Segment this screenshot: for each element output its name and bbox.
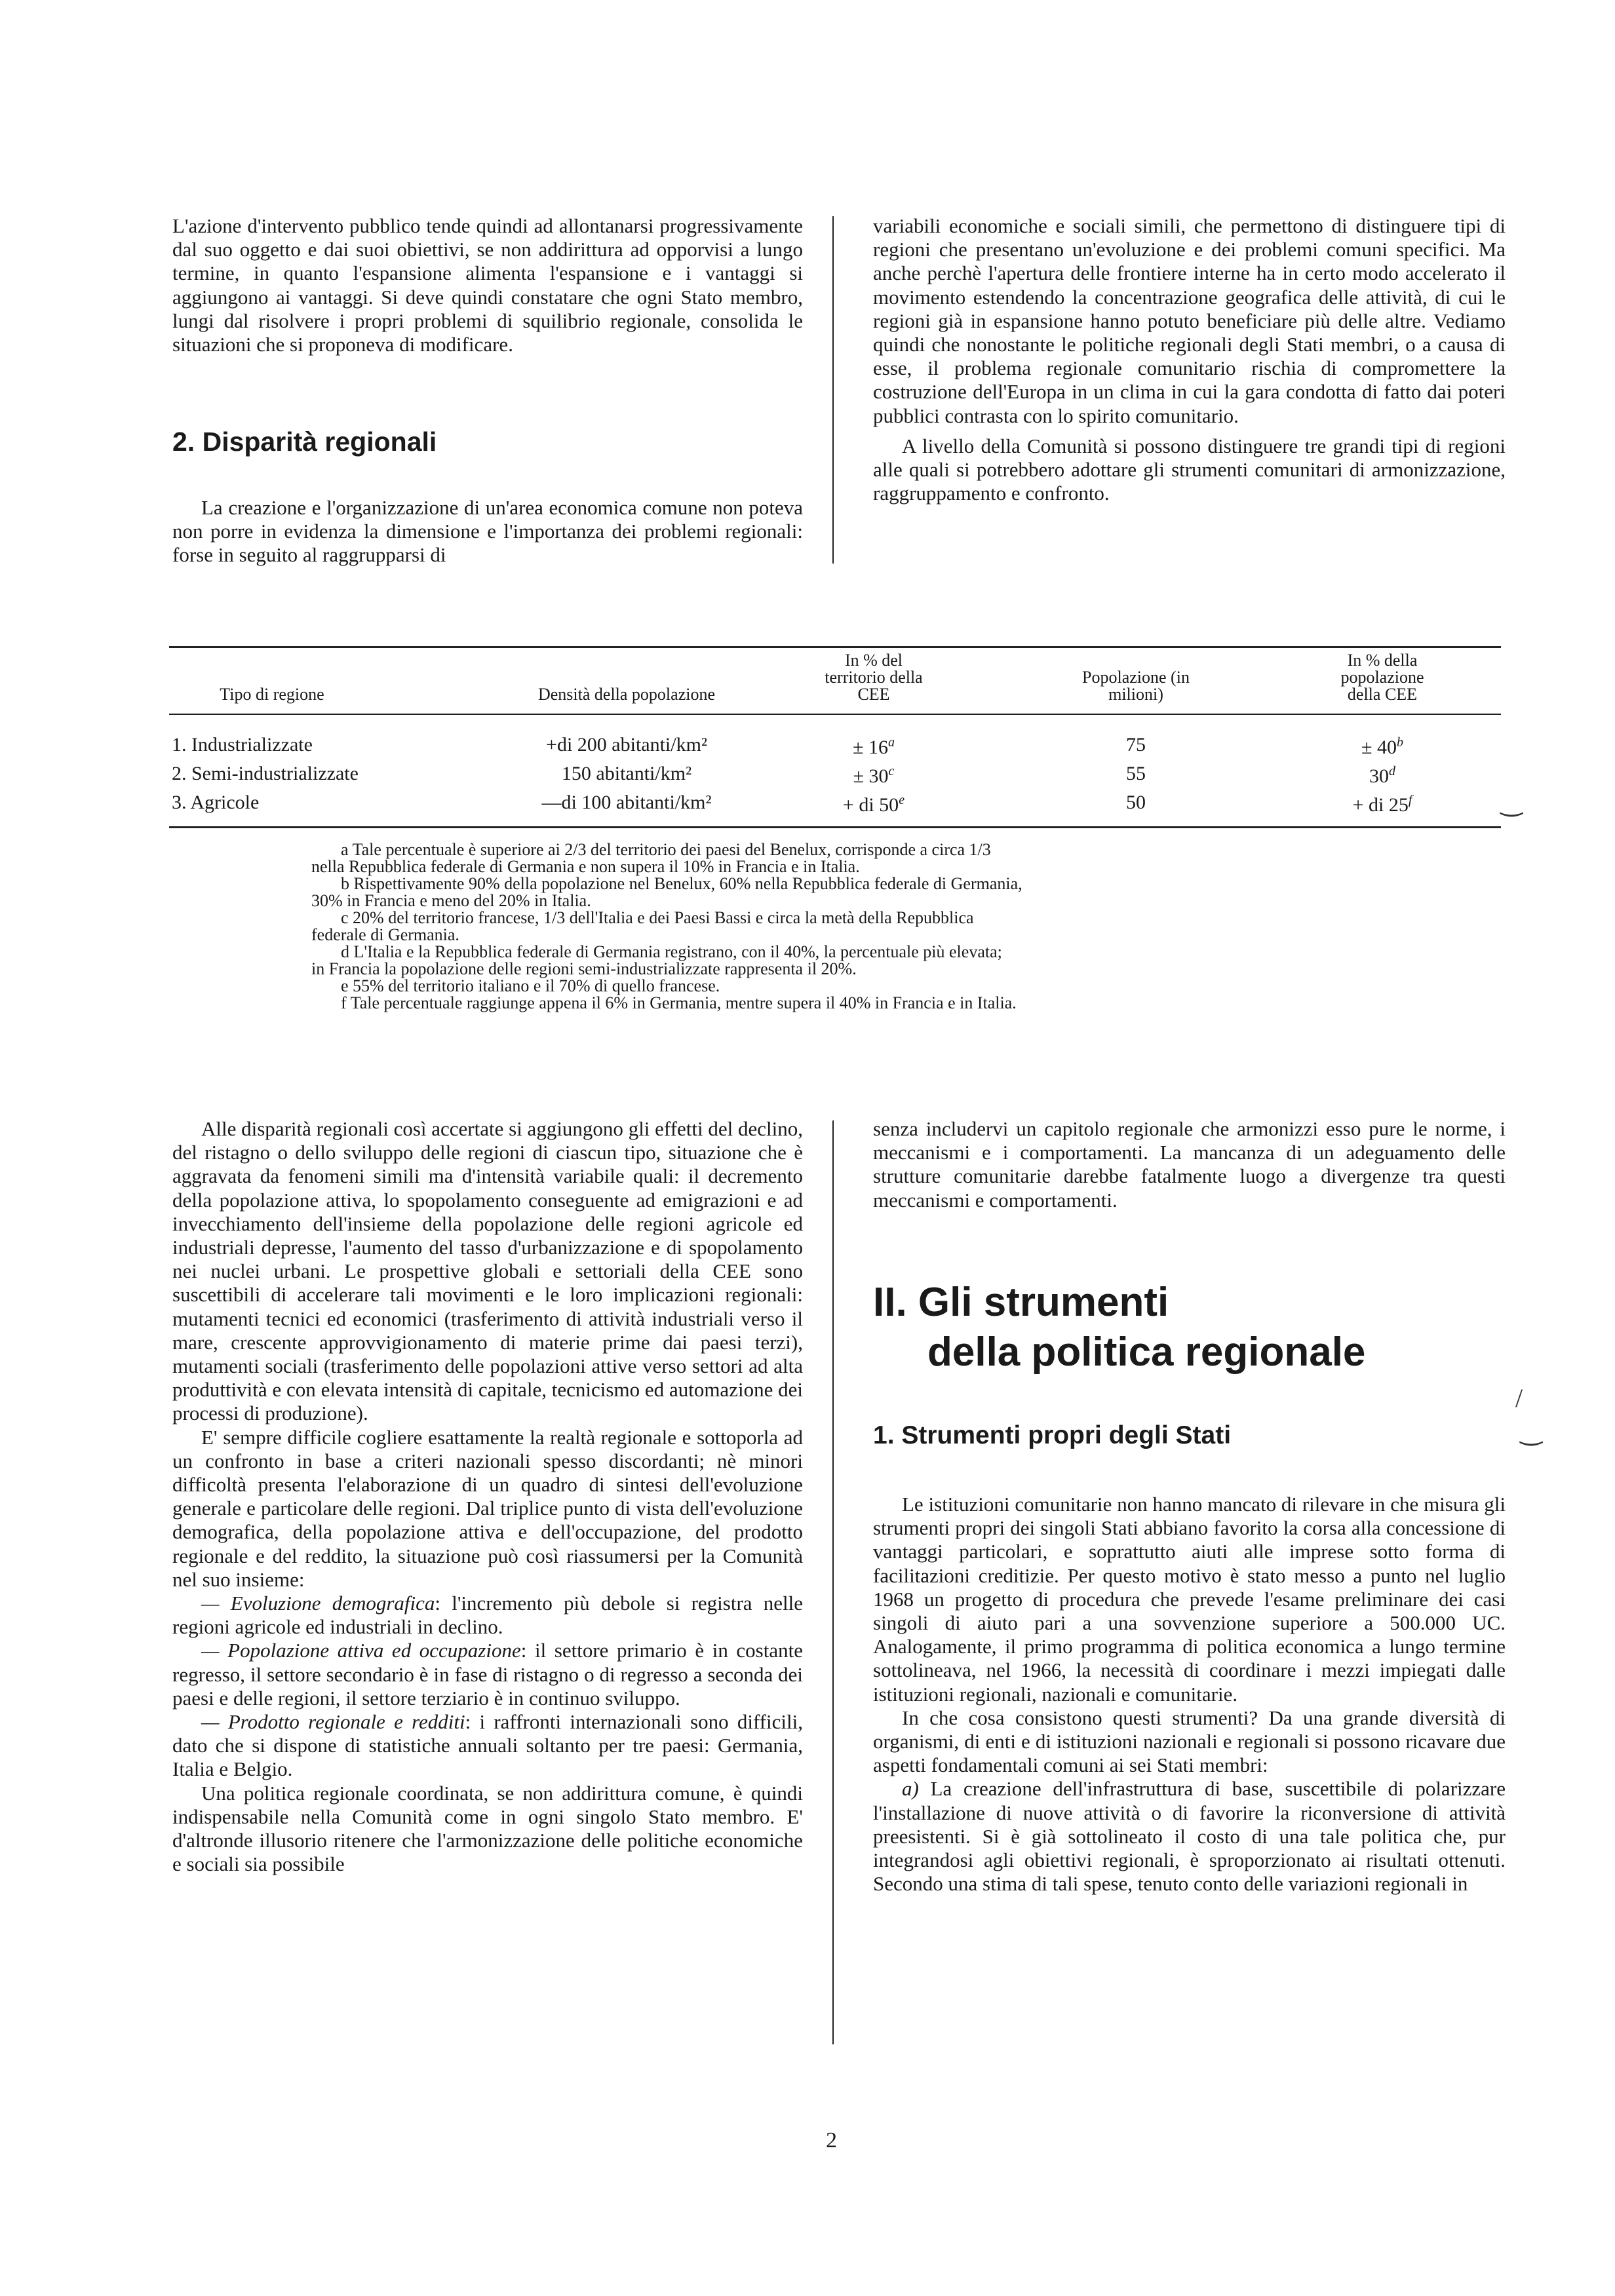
table-row (169, 759, 1501, 788)
list-item: — Evoluzione demografica: l'incremento più debole si registra nelle regioni agricole ed industriali in declino. (172, 1592, 803, 1639)
cell-popolazione: 55 (1126, 763, 1146, 784)
text-column-right-bottom (873, 1117, 1506, 1212)
header-territorio: In % del territorio della CEE (739, 647, 1008, 715)
footnote-a-cont: nella Repubblica federale di Germania e non supera il 10% in Francia e in Italia. (311, 857, 860, 876)
scan-mark-icon: ‿ (1501, 787, 1523, 816)
list-item: — Prodotto regionale e redditi: i raffronti internazionali sono difficili, dato che si dispone di statistiche annuali soltanto per tre paesi: Germania, Italia e Belgio. (172, 1710, 803, 1781)
text-column-right-top (873, 214, 1506, 505)
footnote-f: f Tale percentuale raggiunge appena il 6% in Germania, mentre supera il 40% in Francia e in Italia. (341, 993, 1017, 1012)
footnote-c-cont: federale di Germania. (311, 925, 459, 944)
chapter-heading: II. Gli strumenti della politica regionale (873, 1280, 1366, 1375)
header-popolazione: Popolazione (in milioni) (1008, 647, 1264, 715)
table-footnotes (311, 840, 1344, 1012)
footnote-d: d L'Italia e la Repubblica federale di Germania registrano, con il 40%, la percentuale più elevata; (341, 942, 1002, 961)
paragraph: variabili economiche e sociali simili, che permettono di distinguere tipi di regioni che presentano un'evoluzione e dei problemi comuni specifici. Ma anche perchè l'apertura delle frontiere interne ha in certo modo accelerato il movimento estendendo la concentrazione geografica delle attività, di cui le regioni già in espansione hanno potuto beneficiare più delle altre. Vediamo quindi che nonostante le politiche regionali degli Stati membri, o a causa di esse, il problema regionale comunitario rischia di compromettere la costruzione dell'Europa in un clima in cui la gara condotta di fatto dai poteri pubblici contrasta con lo spirito comunitario. (873, 214, 1506, 427)
cell-tipo: 2. Semi-industrializzate (172, 763, 359, 784)
cell-densita: +di 200 abitanti/km² (546, 734, 707, 756)
paragraph: L'azione d'intervento pubblico tende quindi ad allontanarsi progressivamente dal suo oggetto e dai suoi obiettivi, se non addirittura ad opporvisi a lungo termine, in quanto l'espansione alimenta l'espansione e i vantaggi si aggiungono ai vantaggi. Si deve quindi constatare che ogni Stato membro, lungi dal risolvere i propri problemi di squilibrio regionale, consolida le situazioni che si proponeva di modificare. (172, 214, 803, 356)
cell-tipo: 1. Industrializzate (172, 734, 313, 756)
header-densita: Densità della popolazione (405, 647, 739, 715)
footnote-b: b Rispettivamente 90% della popolazione nel Benelux, 60% nella Repubblica federale di Germania, (341, 874, 1022, 893)
paragraph: senza includervi un capitolo regionale che armonizzi esso pure le norme, i meccanismi e i comportamenti. La mancanza di un adeguamento delle strutture comunitarie darebbe fatalmente luogo a divergenze tra questi meccanismi e comportamenti. (873, 1117, 1506, 1212)
paragraph: E' sempre difficile cogliere esattamente la realtà regionale e sottoporla ad un confronto in base a criteri nazionali spesso discordanti; nè minori difficoltà presenta l'elaborazione di un quadro di sintesi dell'evoluzione generale e particolare delle regioni. Dal triplice punto di vista dell'evoluzione demografica, della popolazione attiva e dell'occupazione, del prodotto regionale e del reddito, la situazione può così riassumersi per la Comunità nel suo insieme: (172, 1425, 803, 1591)
paragraph: Una politica regionale coordinata, se non addirittura comune, è quindi indispensabile nella Comunità come in ogni singolo Stato membro. E' d'altronde illusorio ritenere che l'armonizzazione delle politiche economiche e sociali sia possibile (172, 1781, 803, 1876)
footnote-c: c 20% del territorio francese, 1/3 dell'Italia e dei Paesi Bassi e circa la metà della Repubblica (341, 908, 974, 927)
cell-territorio: + di 50e (739, 788, 1008, 828)
table-row (169, 714, 1501, 759)
footnote-e: e 55% del territorio italiano e il 70% di quello francese. (341, 976, 720, 995)
paragraph: a) La creazione dell'infrastruttura di base, suscettibile di polarizzare l'installazione di nuove attività o di favorire la riconversione di attività preesistenti. Si è già sottolineato il costo di una tale politica che, pur integrandosi agli obiettivi regionali, è sproporzionato ai risultati ottenuti. Secondo una stima di tali spese, tenuto conto delle variazioni regionali in (873, 1777, 1506, 1896)
cell-densita: 150 abitanti/km² (561, 763, 692, 784)
cell-pop-cee: 30$^d$ (1369, 764, 1395, 787)
cell-pop-cee: ± $40^b$ (1361, 735, 1403, 758)
header-pop-cee: In % della popolazione della CEE (1264, 647, 1501, 715)
cell-densita: —di 100 abitanti/km² (405, 788, 739, 828)
paragraph: Le istituzioni comunitarie non hanno mancato di rilevare in che misura gli strumenti propri dei singoli Stati abbiano favorito la corsa alla concessione di vantaggi particolari, e soprattutto aiuti alle imprese sotto forma di facilitazioni creditizie. Per questo motivo è stato messo a punto nel luglio 1968 un progetto di procedura che prevede l'esame preliminare dei casi singoli di aiuto pari a una sovvenzione superiore a 500.000 UC. Analogamente, il primo programma di politica economica a lungo termine sottolineava, nel 1966, la necessità di coordinare i mezzi impiegati dalle istituzioni regionali, nazionali e comunitarie. (873, 1493, 1506, 1706)
header-tipo: Tipo di regione (169, 647, 405, 715)
cell-popolazione: 50 (1008, 788, 1264, 828)
subsection-heading: 1. Strumenti propri degli Stati (873, 1421, 1232, 1449)
text-column-left-top-2 (172, 496, 803, 567)
paragraph: A livello della Comunità si possono distinguere tre grandi tipi di regioni alle quali si potrebbero adottare gli strumenti comunitari di armonizzazione, raggruppamento e confronto. (873, 434, 1506, 505)
cell-territorio: ± $16^a$ (853, 735, 895, 758)
scan-mark-icon: ‿ (1521, 1416, 1542, 1445)
paragraph: In che cosa consistono questi strumenti? Da una grande diversità di organismi, di enti e di istituzioni nazionali e regionali si possono ricavare due aspetti fondamentali comuni ai sei Stati membri: (873, 1706, 1506, 1777)
cell-territorio: ± $30^c$ (853, 764, 895, 787)
paragraph: La creazione e l'organizzazione di un'area economica comune non poteva non porre in evidenza la dimensione e l'importanza dei problemi regionali: forse in seguito al raggrupparsi di (172, 496, 803, 567)
footnote-d-cont: in Francia la popolazione delle regioni semi-industrializzate rappresenta il 20%. (311, 959, 857, 978)
cell-popolazione: 75 (1126, 734, 1146, 756)
regions-table (169, 646, 1501, 828)
page-number: 2 (826, 2128, 837, 2152)
text-column-left-bottom (172, 1117, 803, 1877)
footnote-b-cont: 30% in Francia e meno del 20% in Italia. (311, 891, 591, 910)
table-row (169, 788, 1501, 828)
column-divider (832, 216, 834, 564)
footnote-a: a Tale percentuale è superiore ai 2/3 del territorio dei paesi del Benelux, corrisponde a circa 1/3 (341, 840, 991, 859)
section-heading: 2. Disparità regionali (172, 427, 437, 457)
list-item: — Popolazione attiva ed occupazione: il settore primario è in costante regresso, il settore secondario è in fase di ristagno o di regresso a seconda dei paesi e delle regioni, il settore terziario è in continuo sviluppo. (172, 1639, 803, 1710)
cell-tipo: 3. Agricole (169, 788, 405, 828)
table-header-row (169, 647, 1501, 715)
cell-pop-cee: + di 25$^f$ (1264, 788, 1501, 828)
text-column-right-bottom-2 (873, 1493, 1506, 1896)
scan-mark-icon: / (1515, 1383, 1523, 1413)
text-column-left-top (172, 214, 803, 356)
paragraph: Alle disparità regionali così accertate si aggiungono gli effetti del declino, del ristagno o dello sviluppo delle regioni di ciascun tipo, situazione che è aggravata da fenomeni simili ma d'intensità variabile quali: il decremento della popolazione attiva, lo spopolamento conseguente ad emigrazioni e ad invecchiamento dell'insieme della popolazione delle regioni agricole ed industriali depresse, l'aumento del tasso d'urbanizzazione e di spopolamento nei nuclei urbani. Le prospettive globali e settoriali della CEE sono suscettibili di accelerare tali movimenti e le loro implicazioni regionali: mutamenti tecnici ed economici (trasferimento di attività industriali verso il mare, crescente approvvigionamento di materie prime dai paesi terzi), mutamenti sociali (trasferimento delle popolazioni attive verso settori ad alta produttività e con elevata intensità di capitale, tecnicismo ed automazione dei processi di produzione). (172, 1117, 803, 1425)
column-divider (832, 1120, 834, 2044)
